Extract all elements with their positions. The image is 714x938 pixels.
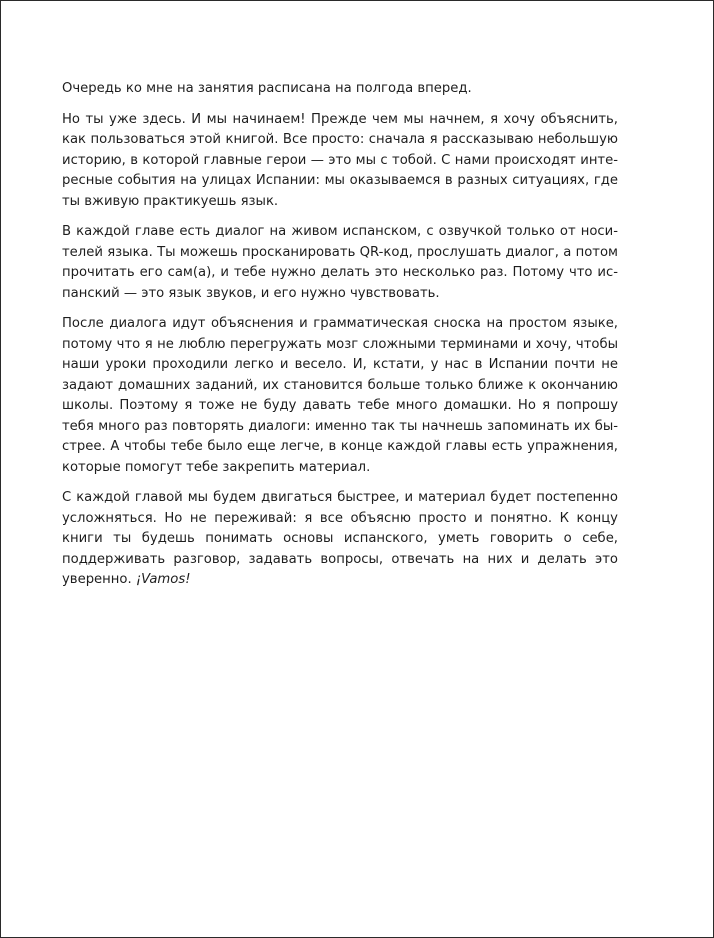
paragraph-1-text: Очередь ко мне на занятия расписана на полгода вперед. [62, 81, 472, 96]
vamos-exclamation: ¡Vamos! [135, 572, 191, 587]
paragraph-3-text: В каждой главе есть диалог на живом испанском, с озвучкой только от носи-телей языка. Ты можешь просканировать QR-код, прослушать диалог, а потом прочитать его сам(а), и тебе нужно делать это несколько раз. Потому что ис-панский — это язык звуков, и его нужно чувствовать. [62, 224, 618, 301]
paragraph-4-text: После диалога идут объяснения и грамматическая сноска на простом языке, потому что я не люблю перегружать мозг сложными терминами и хочу, чтобы наши уроки проходили легко и весело. И, кстати, у нас в Испании почти не задают домашних заданий, их становится больше только ближе к окончанию школы. Поэтому я тоже не буду давать тебе много домашки. Но я попрошу тебя много раз повторять диалоги: именно так ты начнешь запоминать их бы-стрее. А чтобы тебе было еще легче, в конце каждой главы есть упражнения, которые помогут тебе закрепить материал. [62, 316, 618, 475]
paragraph-1 [62, 79, 618, 100]
paragraph-3 [62, 222, 618, 304]
paragraph-5 [62, 488, 618, 591]
paragraph-2-text: Но ты уже здесь. И мы начинаем! Прежде чем мы начнем, я хочу объяснить, как пользоваться этой книгой. Все просто: сначала я рассказываю небольшую историю, в которой главные герои — это мы с тобой. С нами происходят инте-ресные события на улицах Испании: мы оказываемся в разных ситуациях, где ты вживую практикуешь язык. [62, 111, 618, 209]
body-text [62, 79, 618, 601]
paragraph-5-text: С каждой главой мы будем двигаться быстрее, и материал будет постепенно усложняться. Но не переживай: я все объясню просто и понятно. К концу книги ты будешь понимать основы испанского, уметь говорить о себе, поддерживать разговор, задавать вопросы, отвечать на них и делать это уверенно. [62, 490, 618, 587]
paragraph-2 [62, 110, 618, 213]
paragraph-4 [62, 314, 618, 478]
